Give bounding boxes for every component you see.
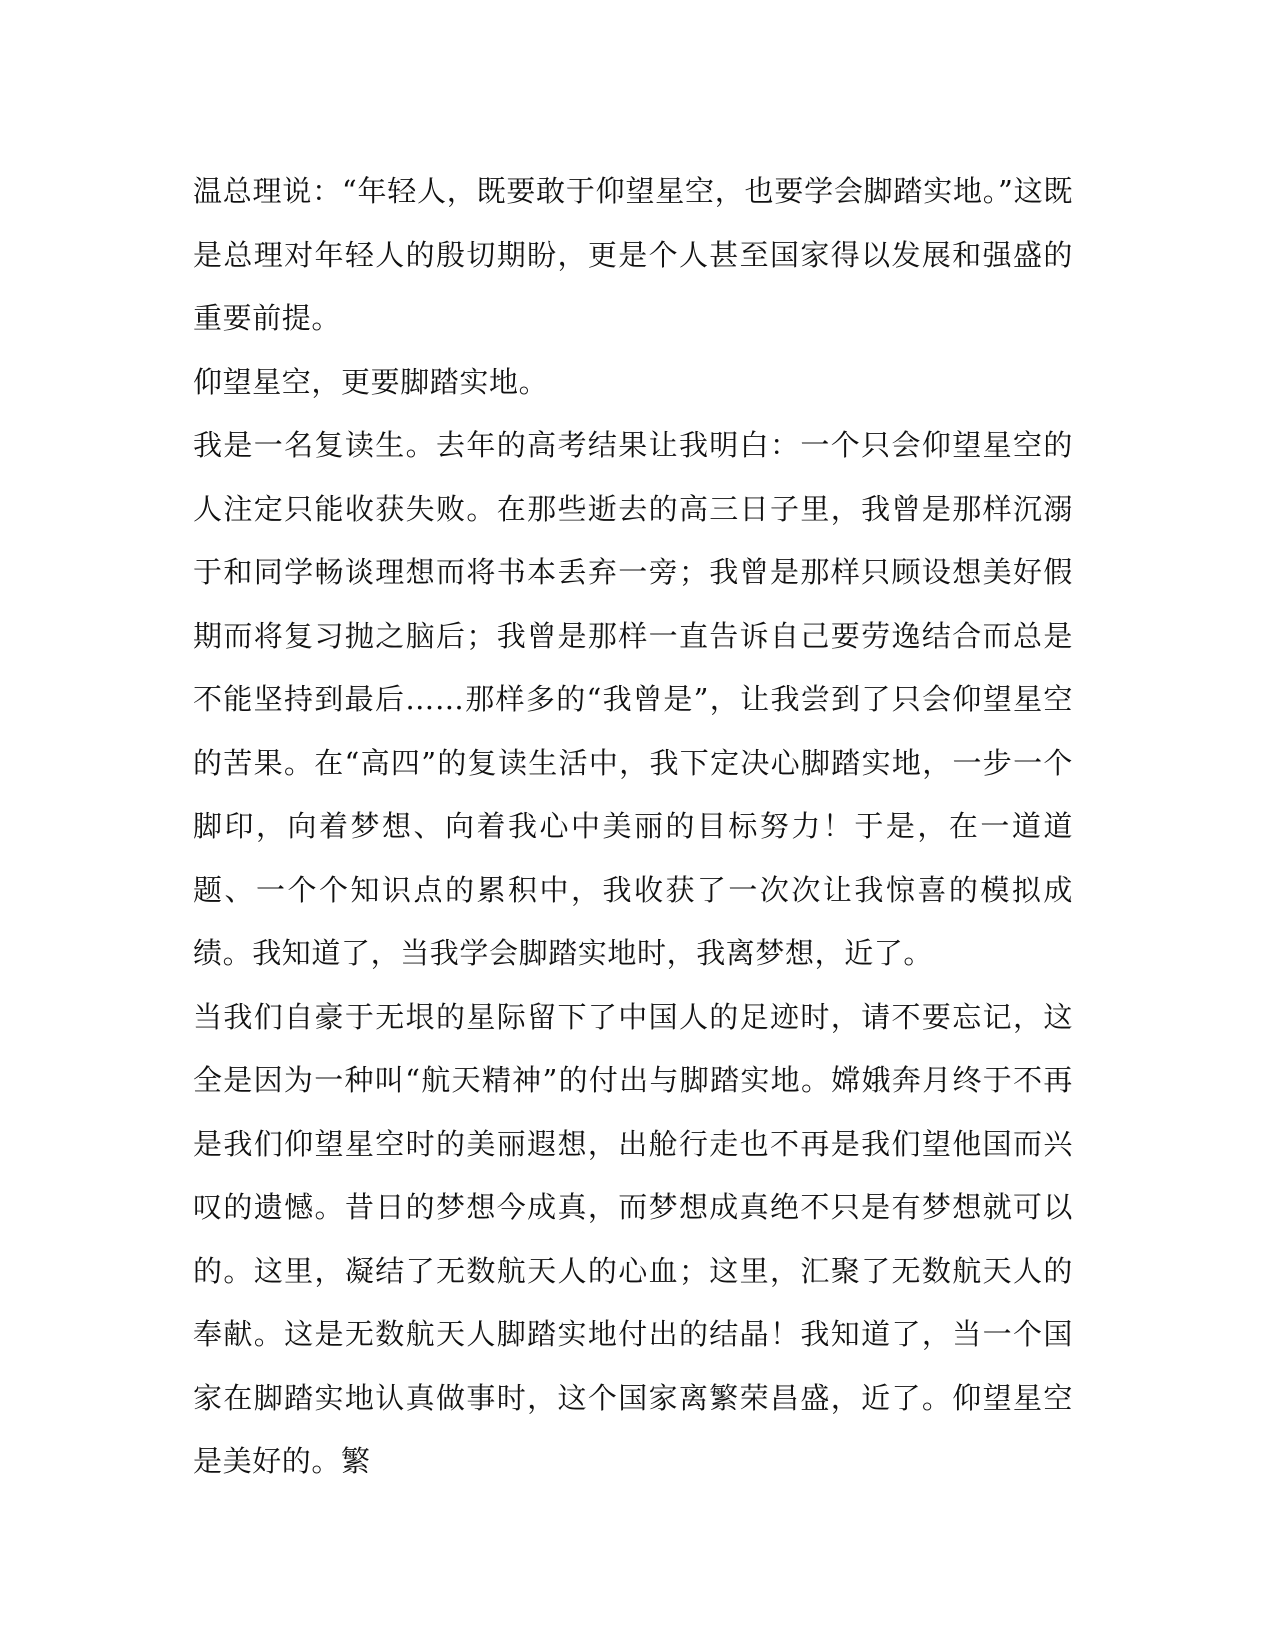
paragraph-thesis: 仰望星空，更要脚踏实地。 bbox=[193, 364, 549, 399]
paragraph-national-example: 当我们自豪于无垠的星际留下了中国人的足迹时，请不要忘记，这全是因为一种叫“航天精神”的付出与脚踏实地。嫦娥奔月终于不再是我们仰望星空时的美丽遐想，出舱行走也不再是我们望他国而兴叹的遗憾。昔日的梦想今成真，而梦想成真绝不只是有梦想就可以的。这里，凝结了无数航天人的心血；这里，汇聚了无数航天人的奉献。这是无数航天人脚踏实地付出的结晶！我知道了，当一个国家在脚踏实地认真做事时，这个国家离繁荣昌盛，近了。仰望星空是美好的。繁 bbox=[193, 999, 1073, 1478]
paragraph-intro-quote: 温总理说：“年轻人，既要敢于仰望星空，也要学会脚踏实地。”这既是总理对年轻人的殷切期盼，更是个人甚至国家得以发展和强盛的重要前提。 bbox=[193, 174, 1073, 335]
paragraph-personal-experience: 我是一名复读生。去年的高考结果让我明白：一个只会仰望星空的人注定只能收获失败。在那些逝去的高三日子里，我曾是那样沉溺于和同学畅谈理想而将书本丢弃一旁；我曾是那样只顾设想美好假期而将复习抛之脑后；我曾是那样一直告诉自己要劳逸结合而总是不能坚持到最后……那样多的“我曾是”，让我尝到了只会仰望星空的苦果。在“高四”的复读生活中，我下定决心脚踏实地，一步一个脚印，向着梦想、向着我心中美丽的目标努力！于是，在一道道题、一个个知识点的累积中，我收获了一次次让我惊喜的模拟成绩。我知道了，当我学会脚踏实地时，我离梦想，近了。 bbox=[193, 428, 1073, 970]
document-body bbox=[193, 160, 1073, 1494]
